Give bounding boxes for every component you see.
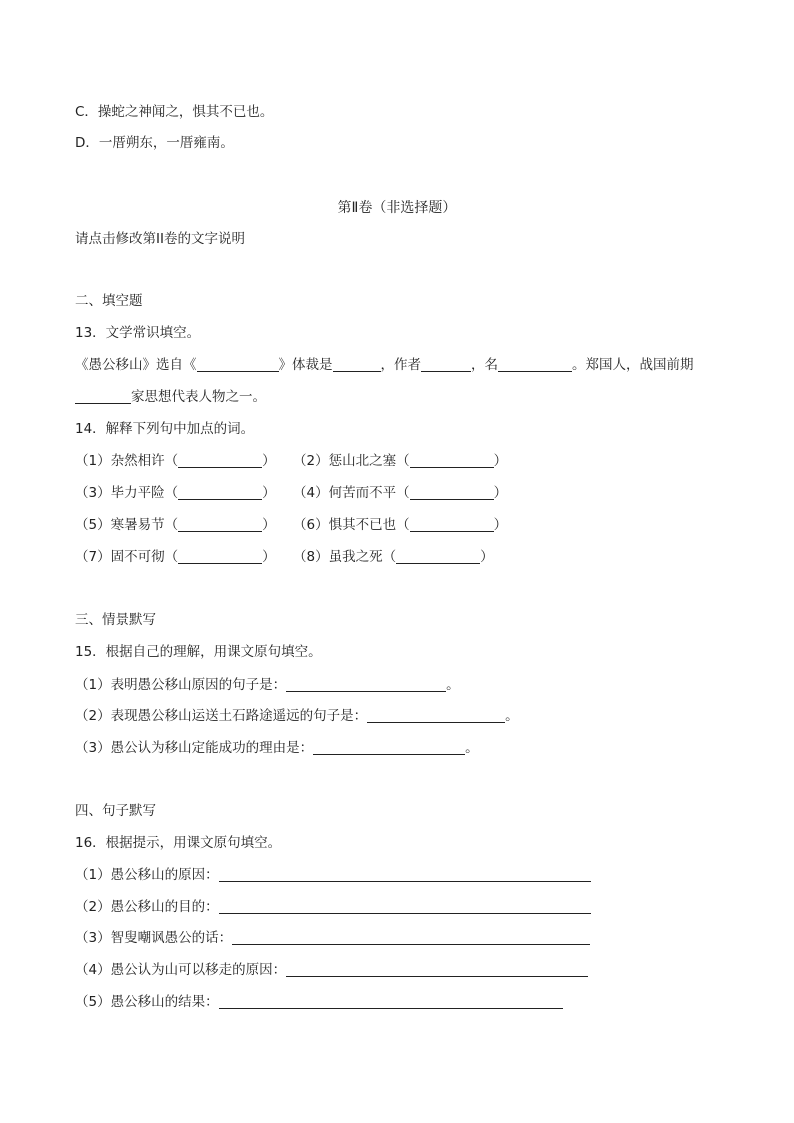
q13-blank-author[interactable] — [421, 357, 471, 372]
q15-item-3-text: （3）愚公认为移山定能成功的理由是： — [75, 740, 314, 756]
section-heading-sentence-recitation: 四、句子默写 — [75, 803, 156, 819]
option-d: D．一厝朔东，一厝雍南。 — [75, 135, 234, 151]
q14-item-1-text: （1）杂然相许（ — [75, 453, 179, 469]
q15-item-1-end: 。 — [446, 677, 460, 693]
q13-blank-genre[interactable] — [333, 357, 381, 372]
q14-item-3 — [75, 484, 276, 502]
q15-item-2 — [75, 707, 519, 725]
q16-item-2-blank[interactable] — [219, 899, 591, 914]
section-heading-fill-blank: 二、填空题 — [75, 293, 143, 309]
q14-item-2-text: （2）惩山北之塞（ — [293, 453, 410, 469]
q15-item-2-blank[interactable] — [367, 708, 505, 723]
q14-item-2 — [293, 452, 507, 470]
q14-item-5-text: （5）寒暑易节（ — [75, 517, 179, 533]
section-heading-scene-recitation: 三、情景默写 — [75, 612, 156, 628]
volume-title: 第Ⅱ卷（非选择题） — [337, 200, 457, 216]
q15-item-1 — [75, 676, 460, 694]
q14-item-7-text: （7）固不可彻（ — [75, 549, 179, 565]
question-13-stem: 13．文学常识填空。 — [75, 325, 201, 341]
q14-item-4-blank[interactable] — [410, 485, 494, 500]
q13-text-4: ，名 — [471, 357, 498, 373]
q13-text-3: ，作者 — [380, 357, 421, 373]
q16-item-1-blank[interactable] — [219, 867, 591, 882]
q14-item-8 — [293, 548, 494, 566]
q13-text-5: 。郑国人，战国前期 — [572, 357, 694, 373]
q16-item-5 — [75, 993, 563, 1011]
q14-item-8-close: ） — [480, 549, 494, 565]
question-13-line-1 — [75, 356, 694, 374]
q15-item-1-text: （1）表明愚公移山原因的句子是： — [75, 677, 287, 693]
q14-item-6-text: （6）惧其不已也（ — [293, 517, 410, 533]
q16-item-3 — [75, 929, 590, 947]
option-c: C．操蛇之神闻之，惧其不已也。 — [75, 104, 274, 120]
q14-item-3-blank[interactable] — [178, 485, 262, 500]
q15-item-3-blank[interactable] — [313, 740, 465, 755]
q16-item-2 — [75, 898, 591, 916]
q14-item-6 — [293, 516, 507, 534]
q14-item-8-text: （8）虽我之死（ — [293, 549, 397, 565]
q16-item-1 — [75, 866, 591, 884]
q14-item-2-blank[interactable] — [410, 453, 494, 468]
q14-item-7 — [75, 548, 276, 566]
volume-note: 请点击修改第II卷的文字说明 — [75, 231, 245, 247]
q14-item-5-blank[interactable] — [178, 517, 262, 532]
q15-item-2-text: （2）表现愚公移山运送土石路途遥远的句子是： — [75, 708, 368, 724]
q16-item-4 — [75, 961, 588, 979]
q13-text-1: 《愚公移山》选自《 — [75, 357, 197, 373]
q14-item-3-text: （3）毕力平险（ — [75, 485, 179, 501]
q14-item-3-close: ） — [262, 485, 276, 501]
q14-item-1 — [75, 452, 276, 470]
q15-item-3-end: 。 — [465, 740, 479, 756]
q16-item-2-text: （2）愚公移山的目的： — [75, 899, 219, 915]
q14-item-1-blank[interactable] — [178, 453, 262, 468]
q15-item-2-end: 。 — [505, 708, 519, 724]
q14-item-4-text: （4）何苦而不平（ — [293, 485, 410, 501]
question-16-stem: 16．根据提示，用课文原句填空。 — [75, 835, 282, 851]
q15-item-3 — [75, 739, 479, 757]
q14-item-6-blank[interactable] — [410, 517, 494, 532]
question-15-stem: 15．根据自己的理解，用课文原句填空。 — [75, 644, 322, 660]
q14-item-2-close: ） — [493, 453, 508, 469]
q13-blank-school[interactable] — [75, 389, 131, 404]
q14-item-5-close: ） — [262, 517, 276, 533]
q13-text-2: 》体裁是 — [278, 357, 333, 373]
q14-item-4 — [293, 484, 507, 502]
q14-item-8-blank[interactable] — [396, 549, 480, 564]
q16-item-3-text: （3）智叟嘲讽愚公的话： — [75, 930, 233, 946]
q14-item-4-close: ） — [493, 485, 508, 501]
q14-item-6-close: ） — [493, 517, 508, 533]
question-14-stem: 14．解释下列句中加点的词。 — [75, 421, 255, 437]
q16-item-3-blank[interactable] — [232, 930, 590, 945]
q15-item-1-blank[interactable] — [286, 677, 446, 692]
q16-item-4-text: （4）愚公认为山可以移走的原因： — [75, 962, 287, 978]
q13-text-6: 家思想代表人物之一。 — [131, 389, 266, 405]
q14-item-7-close: ） — [262, 549, 276, 565]
q14-item-7-blank[interactable] — [178, 549, 262, 564]
q13-blank-name[interactable] — [498, 357, 572, 372]
q14-item-1-close: ） — [262, 453, 276, 469]
question-13-line-2 — [75, 388, 266, 406]
q16-item-5-blank[interactable] — [219, 994, 563, 1009]
q14-item-5 — [75, 516, 276, 534]
q16-item-1-text: （1）愚公移山的原因： — [75, 867, 219, 883]
q16-item-5-text: （5）愚公移山的结果： — [75, 994, 219, 1010]
q13-blank-source[interactable] — [197, 357, 279, 372]
q16-item-4-blank[interactable] — [286, 962, 588, 977]
